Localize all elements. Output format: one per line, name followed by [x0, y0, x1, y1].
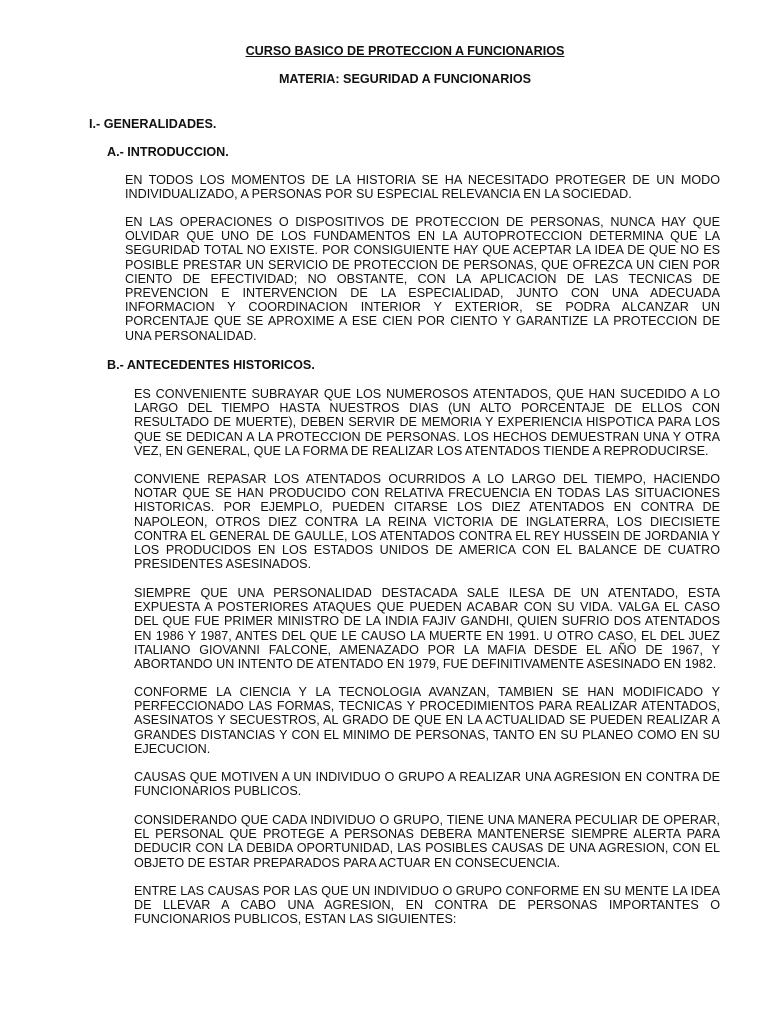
paragraph: CONSIDERANDO QUE CADA INDIVIDUO O GRUPO, TIENE UNA MANERA PECULIAR DE OPERAR, EL PERSONAL QUE PROTEGE A PERSONAS DEBERA MANTENERSE SIEMPRE ALERTA PARA DEDUCIR CON LA DEBIDA OPORTUNIDAD, LAS POSIBLES CAUSAS DE UNA AGRESION, CON EL OBJETO DE ESTAR PREPARADOS PARA ACTUAR EN CONSECUENCIA. [134, 813, 720, 870]
paragraph: ES CONVENIENTE SUBRAYAR QUE LOS NUMEROSOS ATENTADOS, QUE HAN SUCEDIDO A LO LARGO DEL TIEMPO HASTA NUESTROS DIAS (UN ALTO PORCENTAJE DE ELLOS CON RESULTADO DE MUERTE), DEBEN SERVIR DE MEMORIA Y EXPERIENCIA HISPOTICA PARA LOS QUE SE DEDICAN A LA PROTECCION DE PERSONAS. LOS HECHOS DEMUESTRAN UNA Y OTRA VEZ, EN GENERAL, QUE LA FORMA DE REALIZAR LOS ATENTADOS TIENDE A REPRODUCIRSE. [134, 387, 720, 458]
paragraph: CONFORME LA CIENCIA Y LA TECNOLOGIA AVANZAN, TAMBIEN SE HAN MODIFICADO Y PERFECCIONADO LAS FORMAS, TECNICAS Y PROCEDIMIENTOS PARA REALIZAR ATENTADOS, ASESINATOS Y SECUESTROS, AL GRADO DE QUE EN LA ACTUALIDAD SE PUEDEN REALIZAR A GRANDES DISTANCIAS Y CON EL MINIMO DE PERSONAS, TANTO EN SU PLANEO COMO EN SU EJECUCION. [134, 685, 720, 756]
section-heading: I.- GENERALIDADES. [89, 117, 217, 131]
document-subtitle: MATERIA: SEGURIDAD A FUNCIONARIOS [278, 72, 532, 86]
paragraph: ENTRE LAS CAUSAS POR LAS QUE UN INDIVIDUO O GRUPO CONFORME EN SU MENTE LA IDEA DE LLEVAR A CABO UNA AGRESION, EN CONTRA DE PERSONAS IMPORTANTES O FUNCIONARIOS PUBLICOS, ESTAN LAS SIGUIENTES: [134, 884, 720, 927]
paragraph: CAUSAS QUE MOTIVEN A UN INDIVIDUO O GRUPO A REALIZAR UNA AGRESION EN CONTRA DE FUNCIONARIOS PUBLICOS. [134, 770, 720, 799]
paragraph: CONVIENE REPASAR LOS ATENTADOS OCURRIDOS A LO LARGO DEL TIEMPO, HACIENDO NOTAR QUE SE HAN PRODUCIDO CON RELATIVA FRECUENCIA EN TODAS LAS SITUACIONES HISTORICAS. POR EJEMPLO, PUEDEN CITARSE LOS DIEZ ATENTADOS EN CONTRA DE NAPOLEON, OTROS DIEZ CONTRA LA REINA VICTORIA DE INGLATERRA, LOS DIECISIETE CONTRA EL GENERAL DE GAULLE, LOS ATENTADOS CONTRA EL REY HUSSEIN DE JORDANIA Y LOS PRODUCIDOS EN LOS ESTADOS UNIDOS DE AMERICA CON EL BALANCE DE CUATRO PRESIDENTES ASESINADOS. [134, 472, 720, 572]
document-title: CURSO BASICO DE PROTECCION A FUNCIONARIOS [245, 44, 565, 58]
paragraph: EN LAS OPERACIONES O DISPOSITIVOS DE PROTECCION DE PERSONAS, NUNCA HAY QUE OLVIDAR QUE UNO DE LOS FUNDAMENTOS EN LA AUTOPROTECCION DETERMINA QUE LA SEGURIDAD TOTAL NO EXISTE. POR CONSIGUIENTE HAY QUE ACEPTAR LA IDEA DE QUE NO ES POSIBLE PRESTAR UN SERVICIO DE PROTECCION DE PERSONAS, QUE OFREZCA UN CIEN POR CIENTO DE EFECTIVIDAD; NO OBSTANTE, CON LA APLICACION DE LAS TECNICAS DE PREVENCION E INTERVENCION DE LA ESPECIALIDAD, JUNTO CON UNA ADECUADA INFORMACION Y COORDINACION INTERIOR Y EXTERIOR, SE PODRA ALCANZAR UN PORCENTAJE QUE SE APROXIME A ESE CIEN POR CIENTO Y GARANTIZE LA PROTECCION DE UNA PERSONALIDAD. [125, 215, 720, 343]
paragraph: EN TODOS LOS MOMENTOS DE LA HISTORIA SE HA NECESITADO PROTEGER DE UN MODO INDIVIDUALIZADO, A PERSONAS POR SU ESPECIAL RELEVANCIA EN LA SOCIEDAD. [125, 173, 720, 202]
subsection-b-heading: B.- ANTECEDENTES HISTORICOS. [107, 358, 315, 372]
paragraph: SIEMPRE QUE UNA PERSONALIDAD DESTACADA SALE ILESA DE UN ATENTADO, ESTA EXPUESTA A POSTERIORES ATAQUES QUE PUEDEN ACABAR CON SU VIDA. VALGA EL CASO DEL QUE FUE PRIMER MINISTRO DE LA INDIA FAJIV GANDHI, QUIEN SUFRIO DOS ATENTADOS EN 1986 Y 1987, ANTES DEL QUE LE CAUSO LA MUERTE EN 1991. U OTRO CASO, EL DEL JUEZ ITALIANO GIOVANNI FALCONE, AMENAZADO POR LA MAFIA DESDE EL AÑO DE 1967, Y ABORTANDO UN INTENTO DE ATENTADO EN 1979, FUE DEFINITIVAMENTE ASESINADO EN 1982. [134, 586, 720, 672]
subsection-a-heading: A.- INTRODUCCION. [107, 145, 229, 159]
